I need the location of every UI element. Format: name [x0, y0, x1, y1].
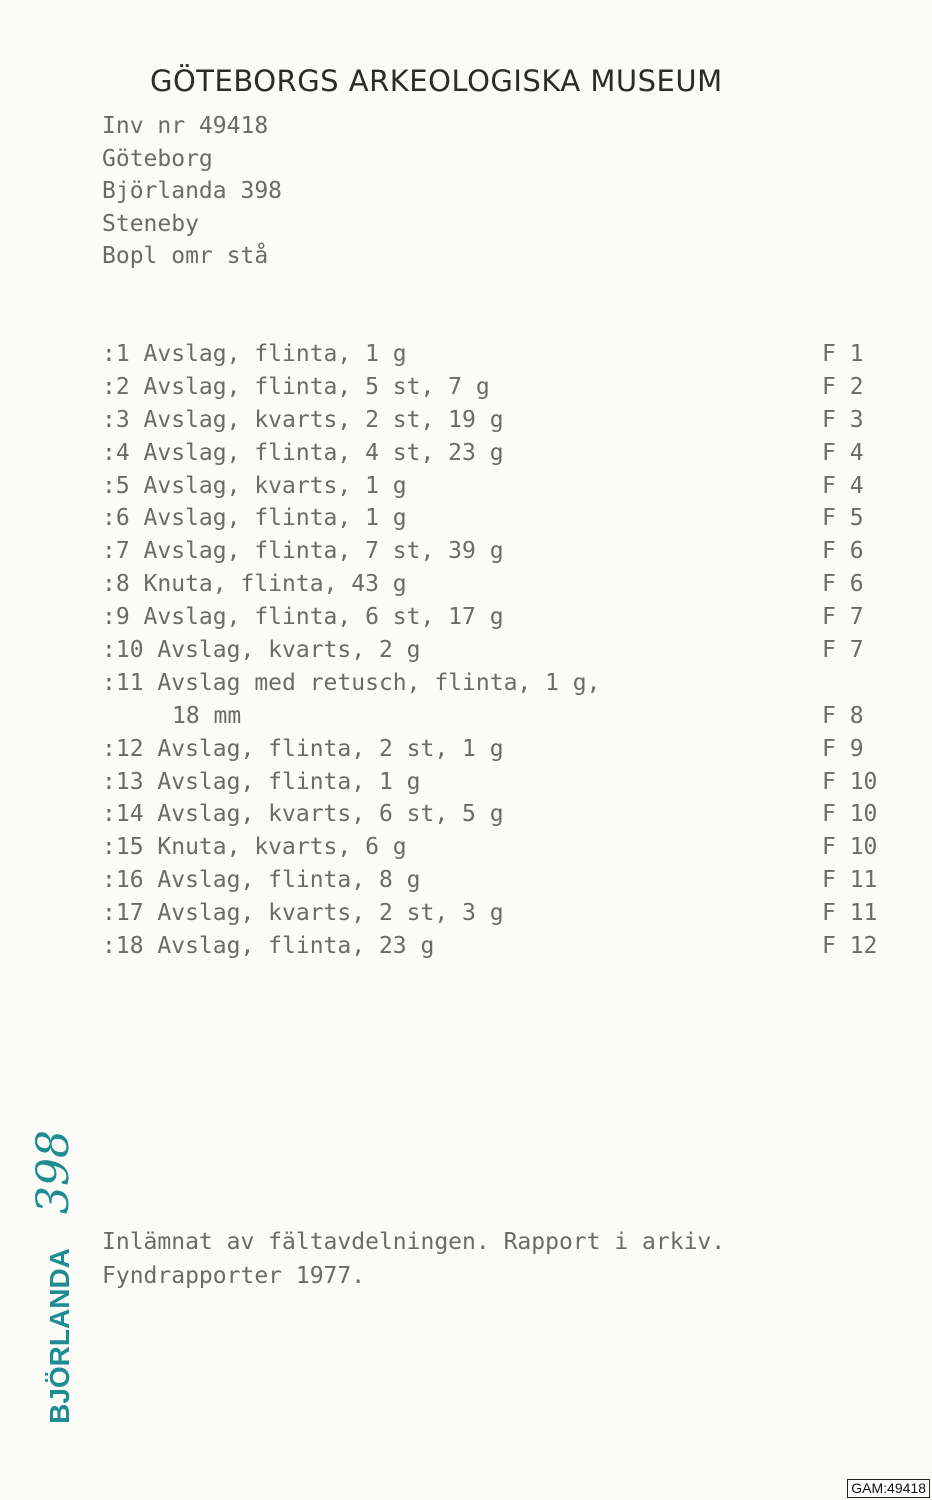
find-item-reference: F 3	[822, 406, 864, 433]
find-list-item	[102, 831, 902, 864]
find-list-item	[102, 568, 902, 601]
find-item-reference: F 11	[822, 867, 878, 894]
find-list-item	[102, 864, 902, 897]
find-item-description: :2 Avslag, flinta, 5 st, 7 g	[102, 373, 490, 400]
find-item-description: :1 Avslag, flinta, 1 g	[102, 341, 407, 367]
find-item-description: :5 Avslag, kvarts, 1 g	[102, 472, 407, 499]
find-item-reference: F 4	[822, 439, 864, 466]
find-item-description: :3 Avslag, kvarts, 2 st, 19 g	[102, 406, 504, 433]
find-item-reference: F 5	[822, 505, 864, 532]
find-item-reference: F 7	[822, 604, 864, 631]
find-list-item	[102, 535, 902, 568]
find-item-reference: F 6	[822, 538, 864, 565]
museum-title: GÖTEBORGS ARKEOLOGISKA MUSEUM	[150, 64, 723, 98]
find-item-reference: F 2	[822, 373, 864, 400]
find-item-description: 18 mm	[172, 702, 242, 729]
find-item-reference: F 10	[822, 834, 878, 861]
site-line: Björlanda 398	[102, 178, 283, 204]
footer-block	[102, 1225, 725, 1293]
locality-line: Steneby	[102, 210, 199, 237]
find-item-reference: F 9	[822, 735, 864, 762]
find-item-description: :18 Avslag, flinta, 23 g	[102, 933, 435, 960]
find-item-reference: F 11	[822, 900, 878, 927]
find-item-description: :8 Knuta, flinta, 43 g	[102, 571, 407, 598]
find-item-description: :16 Avslag, flinta, 8 g	[102, 867, 421, 894]
find-list-item	[102, 437, 902, 470]
inventory-number-line: Inv nr 49418	[102, 113, 269, 139]
find-list-item	[102, 700, 902, 733]
find-item-reference: F 7	[822, 637, 864, 664]
find-item-description: :14 Avslag, kvarts, 6 st, 5 g	[102, 801, 504, 828]
find-item-description: :15 Knuta, kvarts, 6 g	[102, 834, 407, 861]
city-line: Göteborg	[102, 145, 213, 172]
find-list-item	[102, 404, 902, 437]
find-list-item	[102, 733, 902, 766]
find-list-item	[102, 601, 902, 634]
context-line: Bopl omr stå	[102, 243, 269, 269]
site-stamp-text: BJÖRLANDA	[44, 1248, 75, 1424]
find-list-item	[102, 897, 902, 930]
find-item-description: :11 Avslag med retusch, flinta, 1 g,	[102, 669, 601, 696]
find-item-description: :6 Avslag, flinta, 1 g	[102, 505, 407, 532]
header-block	[102, 110, 282, 273]
site-stamp	[42, 1240, 82, 1432]
find-item-reference: F 8	[822, 702, 864, 729]
find-item-reference: F 12	[822, 933, 878, 960]
find-item-description: :17 Avslag, kvarts, 2 st, 3 g	[102, 900, 504, 927]
find-list-item	[102, 470, 902, 503]
catalog-label: GAM:49418	[847, 1479, 930, 1498]
find-list-item	[102, 798, 902, 831]
handwritten-number	[30, 1122, 80, 1222]
find-list-item	[102, 766, 902, 799]
find-list	[102, 338, 902, 963]
find-list-item	[102, 502, 902, 535]
find-item-reference: F 4	[822, 472, 864, 499]
find-item-description: :4 Avslag, flinta, 4 st, 23 g	[102, 439, 504, 466]
find-list-item	[102, 371, 902, 404]
handwritten-number-text: 398	[28, 1130, 79, 1214]
find-item-reference: F 6	[822, 571, 864, 598]
find-item-reference: F 1	[822, 341, 864, 367]
find-item-reference: F 10	[822, 768, 878, 795]
find-item-reference: F 10	[822, 801, 878, 828]
find-list-item	[102, 930, 902, 963]
find-item-description: :12 Avslag, flinta, 2 st, 1 g	[102, 735, 504, 762]
footer-report-line: Fyndrapporter 1977.	[102, 1263, 366, 1289]
find-list-item	[102, 634, 902, 667]
footer-note-line: Inlämnat av fältavdelningen. Rapport i arkiv.	[102, 1229, 726, 1255]
find-item-description: :10 Avslag, kvarts, 2 g	[102, 637, 421, 664]
find-item-description: :7 Avslag, flinta, 7 st, 39 g	[102, 538, 504, 565]
find-list-item	[102, 338, 902, 371]
find-item-description: :9 Avslag, flinta, 6 st, 17 g	[102, 604, 504, 631]
find-list-item	[102, 667, 902, 700]
find-item-description: :13 Avslag, flinta, 1 g	[102, 768, 421, 795]
